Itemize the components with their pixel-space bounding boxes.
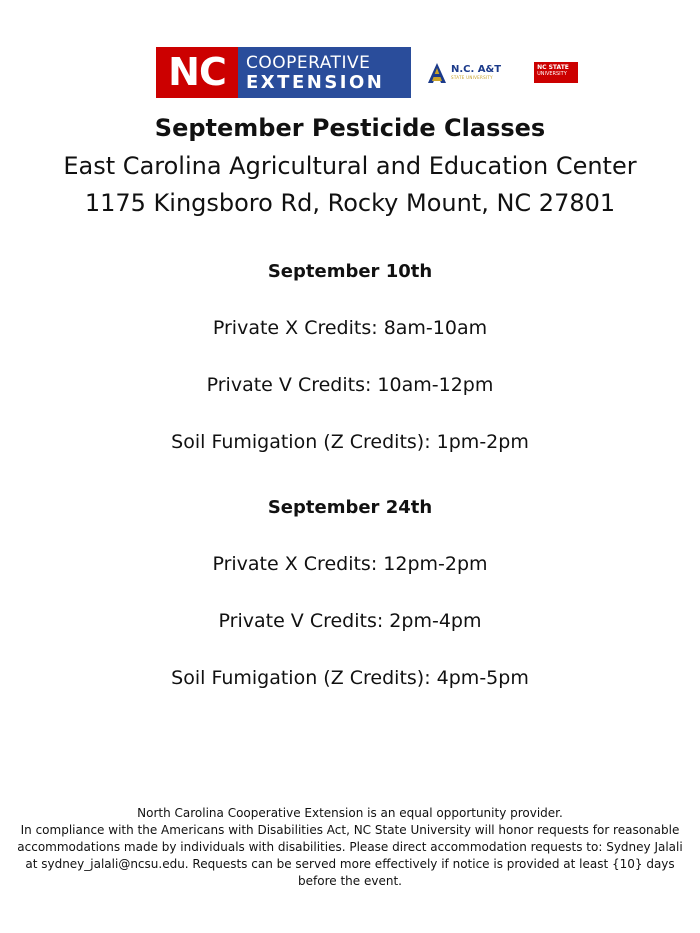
nc-at-line-2: STATE UNIVERSITY (451, 75, 493, 80)
date-heading: September 24th (267, 497, 433, 518)
logo-bar (156, 47, 578, 98)
session-item: Private V Credits: 2pm-4pm (218, 610, 482, 632)
nc-logo-wordmark (238, 47, 411, 98)
date-heading: September 10th (267, 261, 433, 282)
location-address: 1175 Kingsboro Rd, Rocky Mount, NC 27801 (84, 189, 616, 217)
nc-logo-mark: NC (156, 47, 238, 98)
page-title: September Pesticide Classes (154, 114, 546, 142)
session-item: Private X Credits: 12pm-2pm (212, 553, 488, 575)
nc-at-line-1: N.C. A&T (451, 64, 502, 75)
footer-ada-line: at sydney_jalali@ncsu.edu. Requests can be served more effectively if notice is provided at least {10} days (25, 857, 675, 871)
nc-logo-line-2: EXTENSION (246, 71, 385, 93)
session-item: Soil Fumigation (Z Credits): 1pm-2pm (171, 431, 529, 453)
session-item: Private V Credits: 10am-12pm (206, 374, 494, 396)
nc-at-logo (427, 58, 501, 88)
footer-ada-line: accommodations made by individuals with disabilities. Please direct accommodation requests to: Sydney Jalali (17, 840, 683, 854)
nc-state-logo (534, 62, 578, 83)
session-item: Soil Fumigation (Z Credits): 4pm-5pm (171, 667, 529, 689)
nc-state-line-2: UNIVERSITY (537, 71, 567, 77)
nc-state-line-1: NC STATE (537, 64, 569, 71)
aggie-emblem-icon (427, 62, 447, 84)
footer-eeo-statement: North Carolina Cooperative Extension is an equal opportunity provider. (137, 806, 563, 820)
nc-at-wordmark (451, 64, 501, 81)
footer-ada-line: before the event. (298, 874, 402, 888)
location-name: East Carolina Agricultural and Education Center (63, 152, 637, 180)
session-item: Private X Credits: 8am-10am (212, 317, 488, 339)
nc-cooperative-extension-logo (156, 47, 411, 98)
footer-ada-line: In compliance with the Americans with Disabilities Act, NC State University will honor requests for reasonable (20, 823, 680, 837)
nc-logo-line-1: COOPERATIVE (246, 52, 371, 73)
